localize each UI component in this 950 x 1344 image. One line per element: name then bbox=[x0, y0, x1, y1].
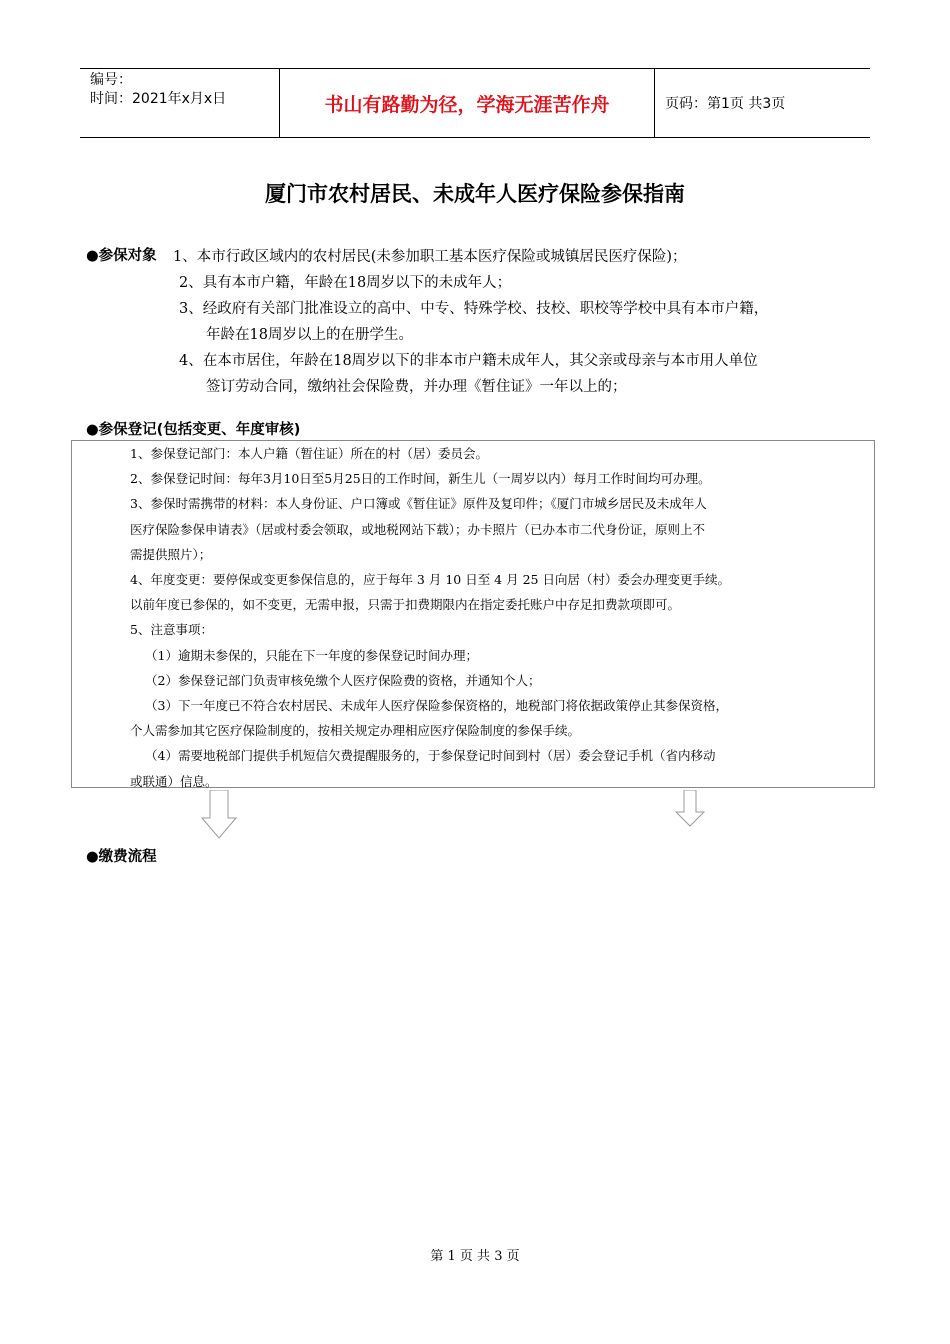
down-arrow-icon bbox=[200, 790, 238, 840]
list-item: 3、参保时需携带的材料：本人身份证、户口簿或《暂住证》原件及复印件；《厦门市城乡居民及未成年人 bbox=[130, 496, 707, 512]
list-item: 2、具有本市户籍，年龄在18周岁以下的未成年人； bbox=[179, 275, 512, 291]
list-item: 5、注意事项： bbox=[130, 622, 213, 638]
list-item: 或联通）信息。 bbox=[130, 773, 218, 789]
list-item: 年龄在18周岁以上的在册学生。 bbox=[206, 327, 413, 343]
header-left-cell bbox=[80, 69, 280, 137]
number-label: 编号： bbox=[90, 72, 132, 88]
list-item: （3）下一年度已不符合农村居民、未成年人医疗保险参保资格的，地税部门将依据政策停止其参保资格， bbox=[145, 698, 728, 714]
list-item: 2、参保登记时间：每年3月10日至5月25日的工作时间，新生儿（一周岁以内）每月工作时间均可办理。 bbox=[130, 471, 711, 487]
section-heading-registration: ●参保登记(包括变更、年度审核) bbox=[86, 422, 301, 438]
registration-list bbox=[130, 441, 830, 794]
list-item: 4、年度变更：要停保或变更参保信息的，应于每年 3 月 10 日至 4 月 25 日向居（村）委会办理变更手续。 bbox=[130, 572, 730, 588]
list-item: 4、在本市居住，年龄在18周岁以下的非本市户籍未成年人，其父亲或母亲与本市用人单位 bbox=[179, 353, 758, 369]
motto: 书山有路勤为径，学海无涯苦作舟 bbox=[280, 69, 655, 137]
header-table bbox=[80, 68, 870, 138]
page-title: 厦门市农村居民、未成年人医疗保险参保指南 bbox=[265, 182, 685, 206]
list-item: 医疗保险参保申请表》（居或村委会领取，或地税网站下载）；办卡照片（已办本市二代身份证，原则上不 bbox=[130, 521, 706, 537]
list-item: 需提供照片）； bbox=[130, 546, 212, 562]
list-item: 个人需参加其它医疗保险制度的，按相关规定办理相应医疗保险制度的参保手续。 bbox=[130, 723, 581, 739]
list-item: （4）需要地税部门提供手机短信欠费提醒服务的，于参保登记时间到村（居）委会登记手机（省内移动 bbox=[145, 748, 716, 764]
page-info: 页码：第1页 共3页 bbox=[665, 96, 786, 112]
page-footer: 第 1 页 共 3 页 bbox=[430, 1249, 520, 1264]
list-item: （2）参保登记部门负责审核免缴个人医疗保险费的资格，并通知个人； bbox=[145, 672, 541, 688]
down-arrow-icon bbox=[674, 790, 706, 828]
list-item: （1）逾期未参保的，只能在下一年度的参保登记时间办理； bbox=[145, 647, 478, 663]
list-item: 1、参保登记部门：本人户籍（暂住证）所在的村（居）委员会。 bbox=[130, 446, 488, 461]
list-item: 3、经政府有关部门批准设立的高中、中专、特殊学校、技校、职校等学校中具有本市户籍， bbox=[179, 301, 769, 317]
time-label: 时间：2021年x月x日 bbox=[90, 91, 227, 107]
eligibility-list bbox=[86, 244, 886, 400]
list-item: 以前年度已参保的，如不变更，无需申报，只需于扣费期限内在指定委托账户中存足扣费款项即可。 bbox=[130, 597, 681, 613]
list-item: 签订劳动合同，缴纳社会保险费，并办理《暂住证》一年以上的； bbox=[206, 379, 627, 395]
section-heading-eligibility: ●参保对象 bbox=[86, 248, 157, 264]
section-heading-payment: ●缴费流程 bbox=[86, 849, 157, 865]
list-item: 1、本市行政区域内的农村居民(未参加职工基本医疗保险或城镇居民医疗保险)； bbox=[173, 249, 687, 265]
